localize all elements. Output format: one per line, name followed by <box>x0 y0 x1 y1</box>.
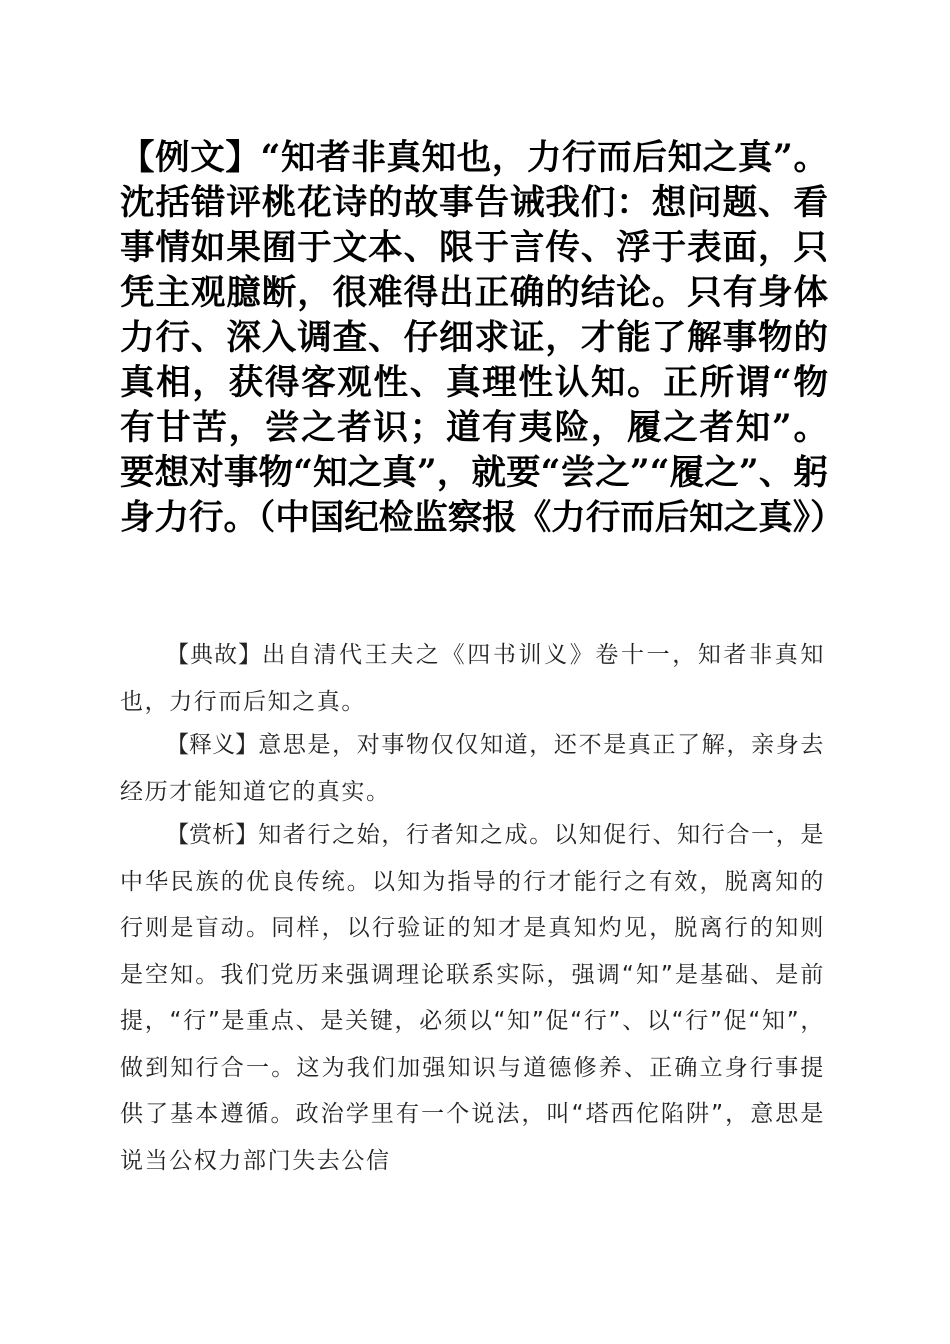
meaning-paragraph <box>120 722 825 815</box>
appreciation-paragraph <box>120 812 825 1184</box>
example-paragraph: 【例文】“知者非真知也，力行而后知之真”。沈括错评桃花诗的故事告诫我们：想问题、看事情如果囿于文本、限于言传、浮于表面，只凭主观臆断，很难得出正确的结论。只有身体力行、深入调查、仔细求证，才能了解事物的真相，获得客观性、真理性认知。正所谓“物有甘苦，尝之者识；道有夷险，履之者知”。要想对事物“知之真”，就要“尝之”“履之”、躬身力行。（中国纪检监察报《力行而后知之真》） <box>120 138 845 538</box>
origin-paragraph <box>120 632 825 725</box>
appreciation-text: 知者行之始，行者知之成。以知促行、知行合一，是中华民族的优良传统。以知为指导的行才能行之有效，脱离知的行则是盲动。同样，以行验证的知才是真知灼见，脱离行的知则是空知。我们党历来强调理论联系实际，强调“知”是基础、是前提，“行”是重点、是关键，必须以“知”促“行”、以“行”促“知”，做到知行合一。这为我们加强知识与道德修养、正确立身行事提供了基本遵循。政治学里有一个说法，叫“塔西佗陷阱”，意思是说当公权力部门失去公信 <box>120 822 825 1174</box>
meaning-tag: 【释义】 <box>166 732 259 758</box>
meaning-text: 意思是，对事物仅仅知道，还不是真正了解，亲身去经历才能知道它的真实。 <box>120 732 825 805</box>
origin-text: 出自清代王夫之《四书训义》卷十一，知者非真知也，力行而后知之真。 <box>120 642 826 715</box>
origin-tag: 【典故】 <box>166 642 263 668</box>
appreciation-tag: 【赏析】 <box>166 822 259 848</box>
